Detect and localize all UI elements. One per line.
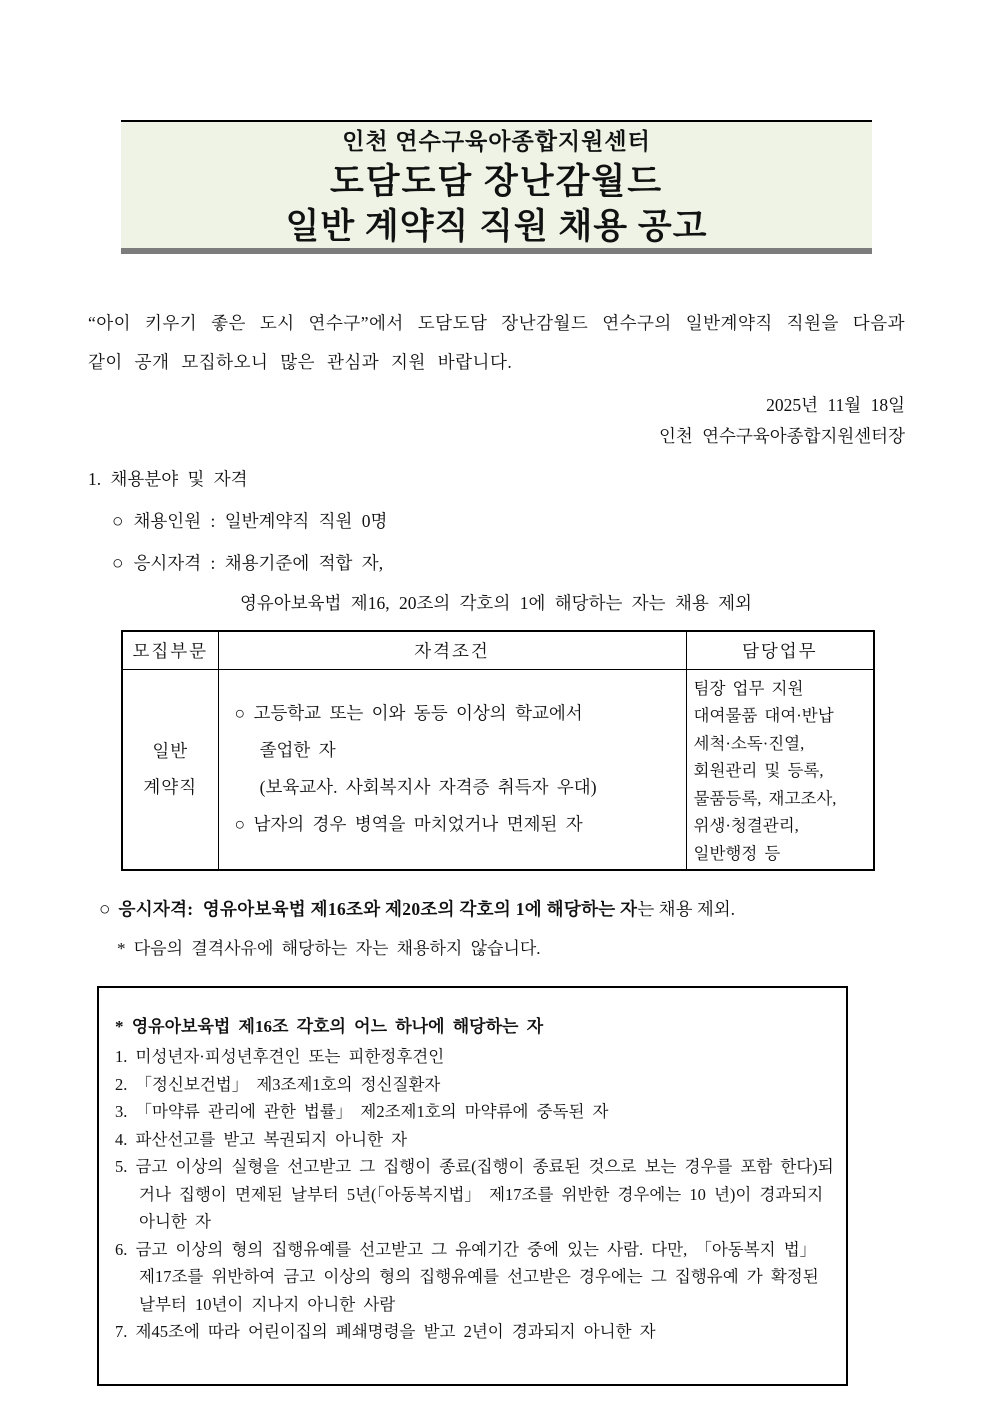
disqualification-item: 5. 금고 이상의 실형을 선고받고 그 집행이 종료(집행이 종료된 것으로 보는 경우를 포함 한다)되거나 집행이 면제된 날부터 5년(「아동복지법」 제17조를 위반한 경우에는 10 년)이 경과되지 아니한 자 [115,1157,834,1231]
duty-line: 물품등록, 재고조사, [693,788,837,808]
disqualification-item: 6. 금고 이상의 형의 집행유예를 선고받고 그 유예기간 중에 있는 사람. 다만, 「아동복지 법」 제17조를 위반하여 금고 이상의 형의 집행유예를 선고받은 경우에는 그 집행유예 가 확정된 날부터 10년이 지나지 아니한 사람 [115,1239,819,1314]
duty-line: 세척·소독·진열, [693,733,805,753]
qualification-line: 졸업한 자 [234,740,336,761]
section1-item-eligibility-continuation: 영유아보육법 제16, 20조의 각호의 1에 해당하는 자는 채용 제외 [240,593,752,613]
recruit-table [121,630,875,871]
qualification-line: (보육교사. 사회복지사 자격증 취득자 우대) [234,777,597,798]
eligibility-note-regular: 는 채용 제외. [637,899,736,919]
disqualification-box [97,986,848,1386]
duty-line: 대여물품 대여·반납 [693,706,834,725]
col-header-category: 모집부문 [122,631,218,669]
title-banner [121,120,872,248]
col-header-qualification: 자격조건 [218,631,686,669]
disqualification-item: 1. 미성년자·피성년후견인 또는 피한정후견인 [115,1047,445,1066]
disqualification-box-title: * 영유아보육법 제16조 각호의 어느 하나에 해당하는 자 [115,1017,544,1036]
category-line: 계약직 [143,777,198,798]
duty-line: 일반행정 등 [693,843,781,863]
notice-signer: 인천 연수구육아종합지원센터장 [658,426,905,446]
duty-line: 위생·청결관리, [693,816,799,835]
banner-notice-title: 일반 계약직 직원 채용 공고 [285,207,708,246]
notice-date: 2025년 11월 18일 [766,395,905,415]
recruit-table-row [122,669,874,870]
eligibility-note [99,896,992,921]
cell-qualification [218,669,686,870]
banner-underbar [121,248,872,254]
qualification-line: ○ 고등학교 또는 이와 동등 이상의 학교에서 [234,703,583,724]
section1-item-eligibility [112,550,992,575]
section1-item-headcount-text: 채용인원 : 일반계약직 직원 0명 [133,511,388,531]
eligibility-note-bold: 응시자격: 영유아보육법 제16조와 제20조의 각호의 1에 해당하는 자 [118,899,638,919]
circle-bullet-icon: ○ [99,899,111,920]
banner-facility-name: 도담도담 장난감월드 [329,162,664,201]
circle-bullet-icon: ○ [112,511,124,532]
col-header-duties: 담당업무 [686,631,874,669]
cell-category [122,669,218,870]
disqualification-item: 2. 「정신보건법」 제3조제1호의 정신질환자 [115,1074,441,1094]
banner-org-name: 인천 연수구육아종합지원센터 [342,129,651,154]
section1-item-eligibility-text: 응시자격 : 채용기준에 적합 자, [133,553,384,573]
disqualification-item: 3. 「마약류 관리에 관한 법률」 제2조제1호의 마약류에 중독된 자 [115,1102,609,1121]
section1-heading: 1. 채용분야 및 자격 [88,469,248,489]
disqualification-item: 7. 제45조에 따라 어린이집의 폐쇄명령을 받고 2년이 경과되지 아니한 자 [115,1322,656,1341]
qualification-line: ○ 남자의 경우 병역을 마치었거나 면제된 자 [234,814,583,835]
disqualification-item: 4. 파산선고를 받고 복권되지 아니한 자 [115,1129,408,1149]
eligibility-sub-note: * 다음의 결격사유에 해당하는 자는 채용하지 않습니다. [117,939,541,958]
section1-item-headcount [112,508,992,533]
duty-line: 팀장 업무 지원 [693,678,804,698]
disqualification-list [115,1043,834,1346]
circle-bullet-icon: ○ [112,553,124,574]
duty-line: 회원관리 및 등록, [693,761,824,780]
cell-duties [686,669,874,870]
intro-paragraph: “아이 키우기 좋은 도시 연수구”에서 도담도담 장난감월드 연수구의 일반계약직 직원을 다음과 같이 공개 모집하오니 많은 관심과 지원 바랍니다. [88,313,905,372]
category-line: 일반 [152,741,189,762]
recruit-table-header-row [122,631,874,669]
